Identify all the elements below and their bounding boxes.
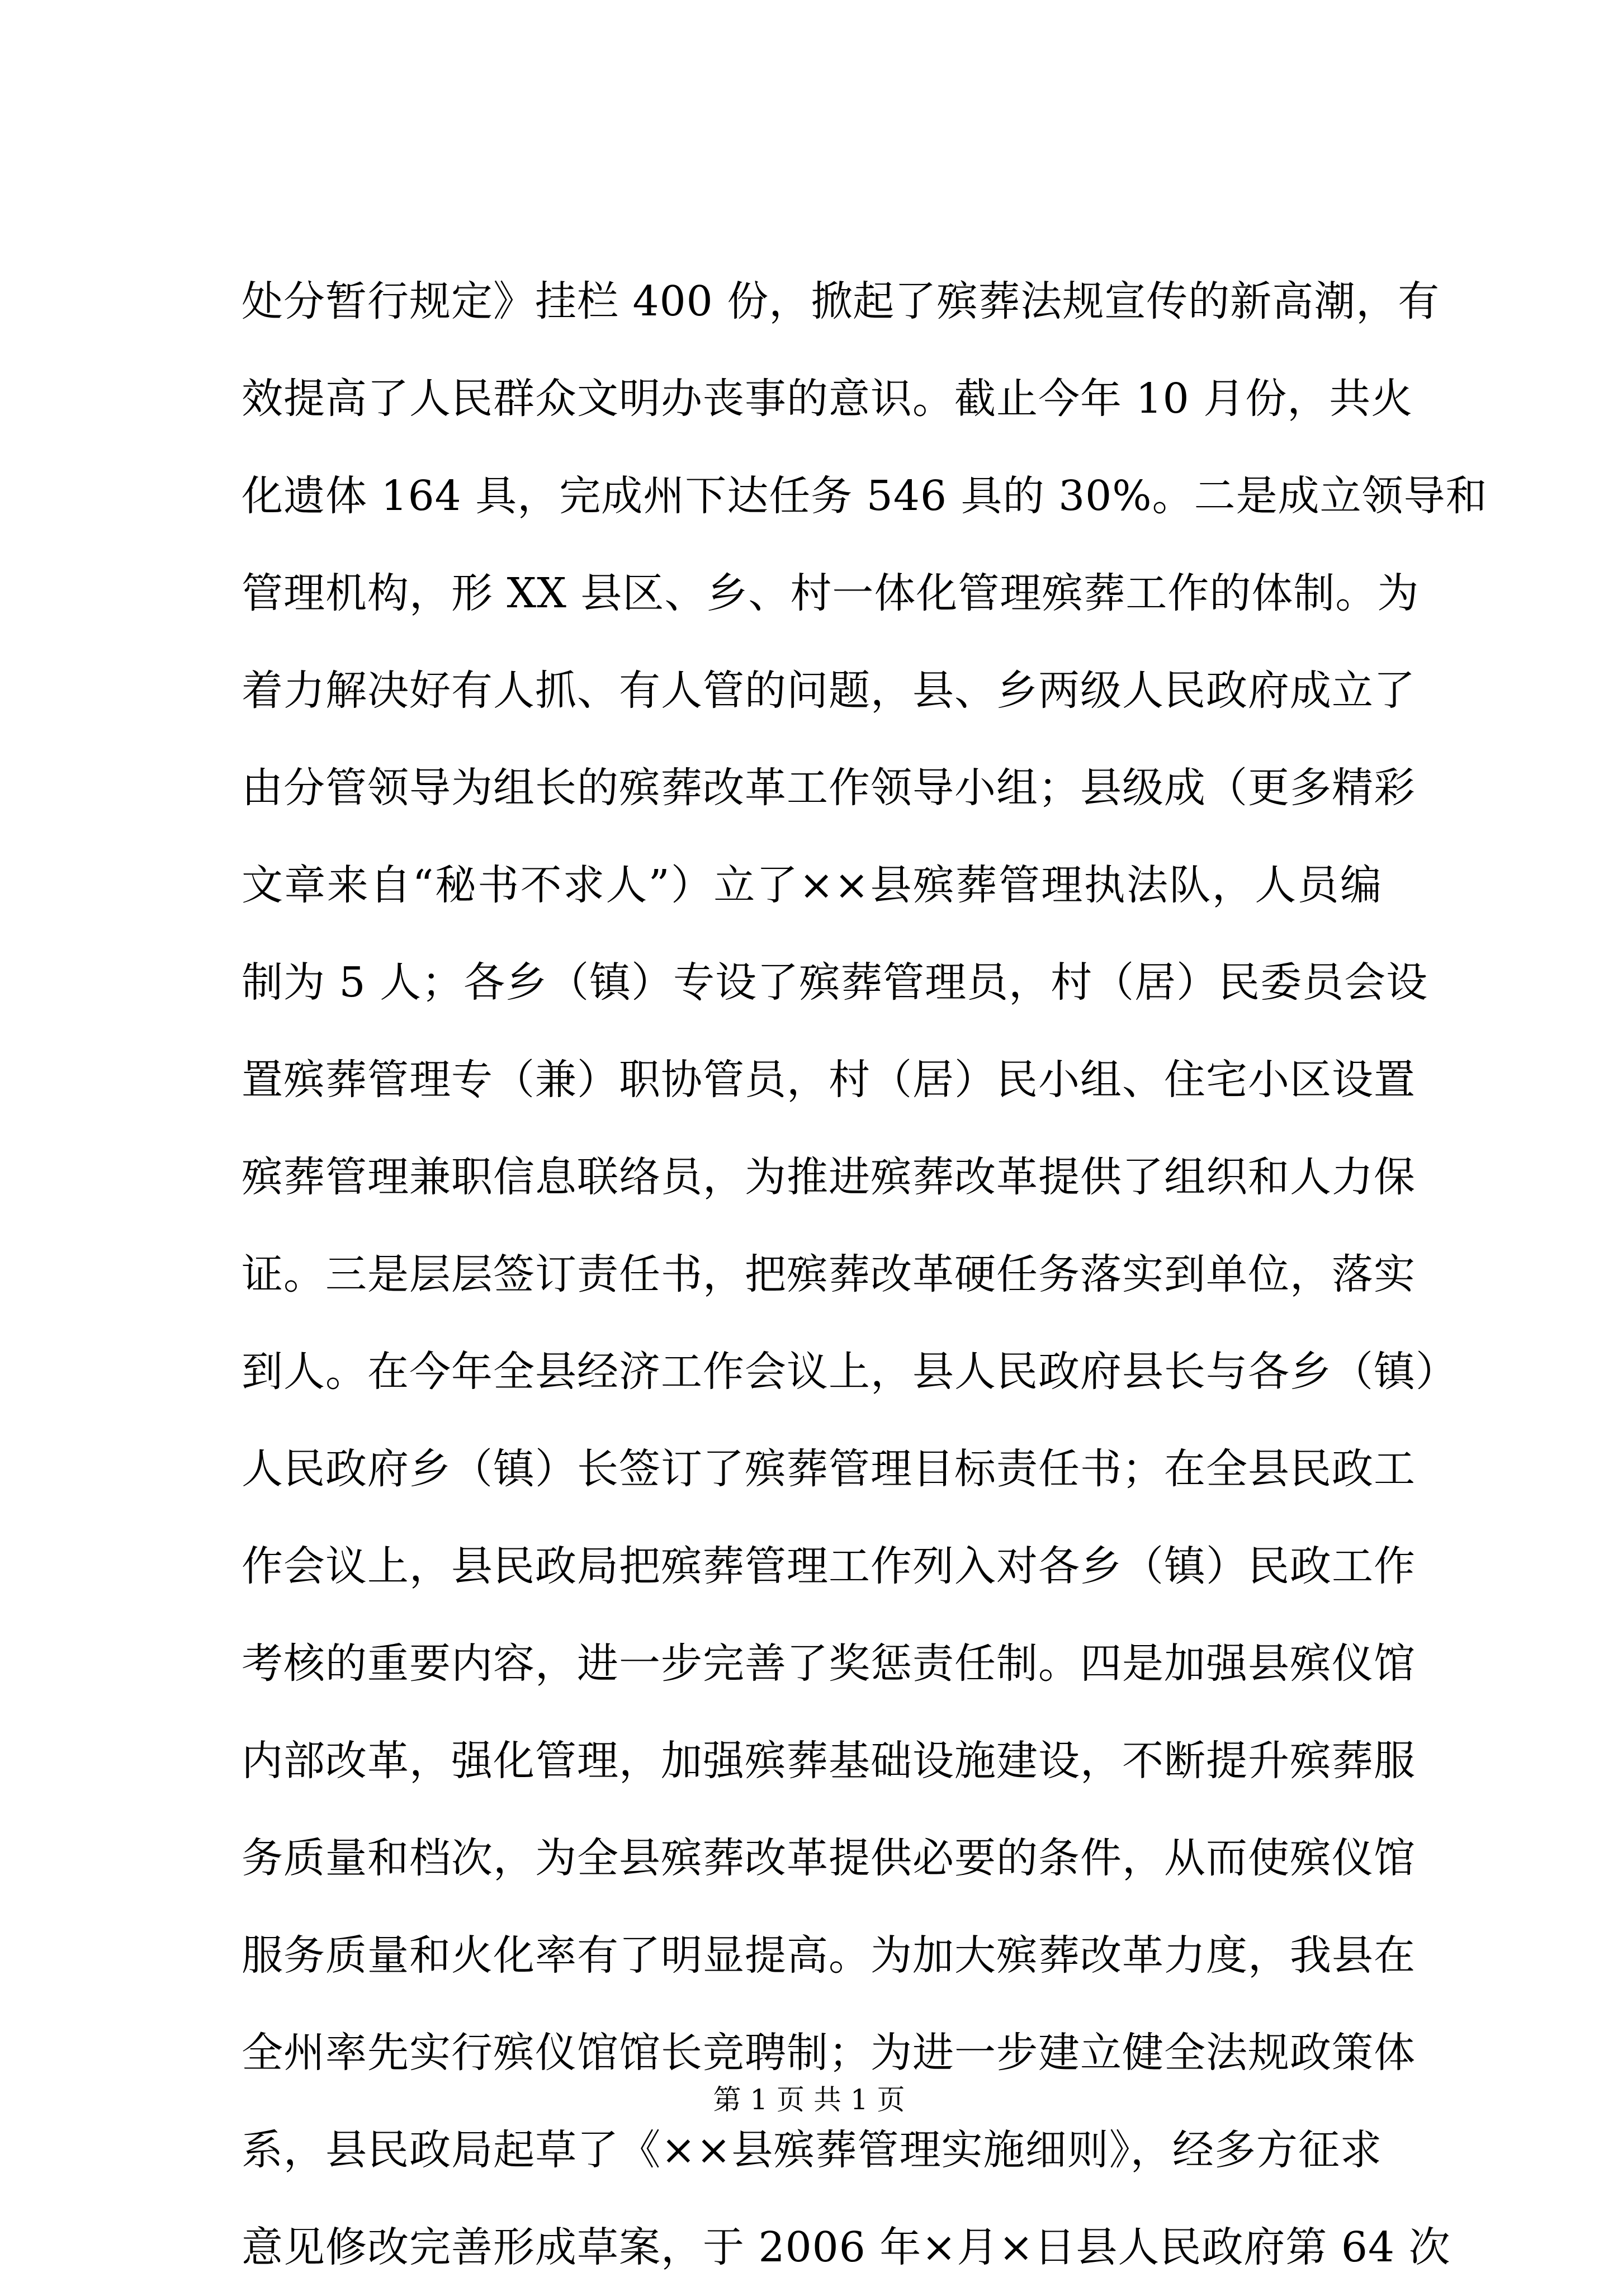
text-line: 考核的重要内容，进一步完善了奖惩责任制。四是加强县殡仪馆 — [242, 1640, 1416, 1688]
text-line: 全州率先实行殡仪馆馆长竞聘制；为进一步建立健全法规政策体 — [242, 2029, 1416, 2077]
text-line: 作会议上，县民政局把殡葬管理工作列入对各乡（镇）民政工作 — [242, 1542, 1416, 1590]
text-line: 化遗体 164 具，完成州下达任务 546 具的 30%。二是成立领导和 — [242, 472, 1488, 520]
text-line: 到人。在今年全县经济工作会议上，县人民政府县长与各乡（镇） — [242, 1348, 1458, 1396]
text-line: 内部改革，强化管理，加强殡葬基础设施建设，不断提升殡葬服 — [242, 1737, 1416, 1785]
page-number-label: 第 1 页 共 1 页 — [713, 2084, 905, 2116]
text-line: 殡葬管理兼职信息联络员，为推进殡葬改革提供了组织和人力保 — [242, 1153, 1416, 1201]
text-line: 处分暂行规定》挂栏 400 份，掀起了殡葬法规宣传的新高潮，有 — [242, 277, 1440, 325]
text-line: 意见修改完善形成草案，于 2006 年×月×日县人民政府第 64 次 — [242, 2223, 1451, 2271]
text-line: 服务质量和火化率有了明显提高。为加大殡葬改革力度，我县在 — [242, 1931, 1416, 1980]
text-line: 效提高了人民群众文明办丧事的意识。截止今年 10 月份，共火 — [242, 375, 1413, 423]
text-line: 制为 5 人；各乡（镇）专设了殡葬管理员，村（居）民委员会设 — [242, 958, 1428, 1007]
text-line: 人民政府乡（镇）长签订了殡葬管理目标责任书；在全县民政工 — [242, 1445, 1416, 1493]
page-footer — [0, 2080, 1618, 2119]
text-line: 置殡葬管理专（兼）职协管员，村（居）民小组、住宅小区设置 — [242, 1056, 1416, 1104]
text-line: 文章来自“秘书不求人”）立了××县殡葬管理执法队，人员编 — [242, 861, 1382, 909]
text-line: 由分管领导为组长的殡葬改革工作领导小组；县级成（更多精彩 — [242, 764, 1416, 812]
body-text — [242, 253, 1488, 2296]
text-line: 系，县民政局起草了《××县殡葬管理实施细则》，经多方征求 — [242, 2126, 1382, 2174]
text-line: 务质量和档次，为全县殡葬改革提供必要的条件，从而使殡仪馆 — [242, 1834, 1416, 1882]
text-line: 着力解决好有人抓、有人管的问题，县、乡两级人民政府成立了 — [242, 667, 1416, 715]
text-line: 管理机构，形 XX 县区、乡、村一体化管理殡葬工作的体制。为 — [242, 569, 1420, 617]
text-line: 证。三是层层签订责任书，把殡葬改革硬任务落实到单位，落实 — [242, 1250, 1416, 1298]
